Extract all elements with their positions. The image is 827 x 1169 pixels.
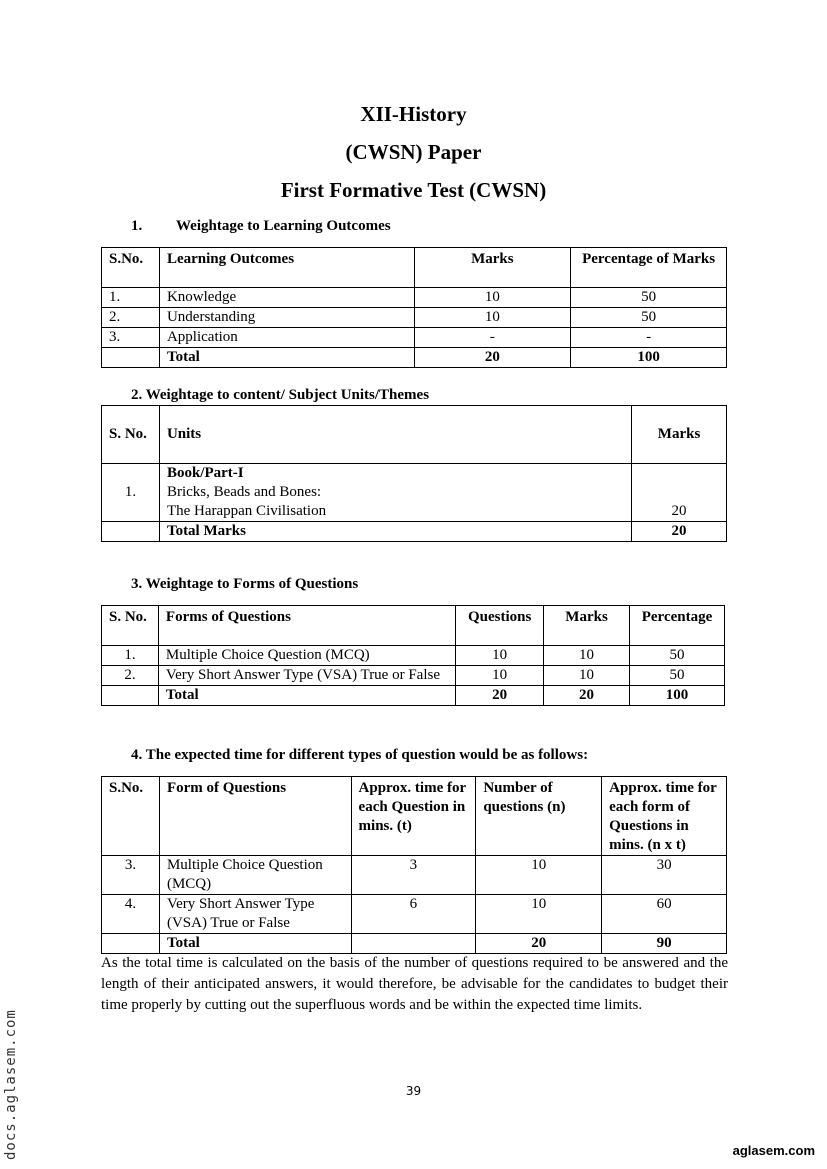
table-cell: Multiple Choice Question (MCQ)	[159, 856, 351, 895]
section4-heading: 4. The expected time for different types of question would be as follows:	[131, 747, 589, 763]
section1-heading: Weightage to Learning Outcomes	[176, 218, 391, 234]
column-header: Marks	[414, 248, 571, 288]
column-header: Learning Outcomes	[159, 248, 414, 288]
test-name: First Formative Test (CWSN)	[280, 178, 547, 202]
footer-watermark: aglasem.com	[732, 1143, 815, 1158]
table-row	[102, 328, 727, 348]
total-row	[102, 522, 727, 542]
table-cell: Multiple Choice Question (MCQ)	[158, 646, 455, 666]
table-cell: 1.	[102, 464, 160, 522]
column-header: S. No.	[102, 406, 160, 464]
unit-line: Bricks, Beads and Bones:	[166, 484, 322, 500]
total-row	[102, 686, 725, 706]
total-cell: 100	[630, 686, 725, 706]
table-cell: 2.	[102, 308, 160, 328]
table-cell: 3	[351, 856, 476, 895]
table-cell: -	[414, 328, 571, 348]
total-cell: 20	[456, 686, 544, 706]
total-cell: 100	[571, 348, 727, 368]
table-cell: 10	[544, 666, 630, 686]
total-cell: 90	[602, 934, 727, 954]
total-label: Total Marks	[159, 522, 631, 542]
table-cell: 1.	[102, 288, 160, 308]
total-row	[102, 934, 727, 954]
unit-cell	[159, 464, 631, 522]
learning-outcomes-table	[101, 247, 727, 368]
unit-line: The Harappan Civilisation	[166, 503, 327, 519]
table-cell: 10	[476, 895, 602, 934]
total-cell	[351, 934, 476, 954]
table-cell: 10	[414, 308, 571, 328]
table-header-row	[102, 248, 727, 288]
table-cell: 6	[351, 895, 476, 934]
table-cell: Understanding	[159, 308, 414, 328]
document-title: XII-History	[360, 102, 467, 126]
table-cell: Application	[159, 328, 414, 348]
table-cell	[102, 522, 160, 542]
table-cell: 10	[456, 666, 544, 686]
table-cell: 1.	[102, 646, 159, 666]
column-header: Units	[159, 406, 631, 464]
table-cell: 10	[544, 646, 630, 666]
side-watermark: docs.aglasem.com	[3, 1009, 19, 1160]
section3-heading: 3. Weightage to Forms of Questions	[131, 576, 359, 592]
table-cell: 3.	[102, 328, 160, 348]
table-cell: Very Short Answer Type (VSA) True or False	[159, 895, 351, 934]
total-cell: 20	[632, 522, 727, 542]
table-cell	[102, 348, 160, 368]
table-cell: 10	[414, 288, 571, 308]
content-weightage-table	[101, 405, 727, 542]
page-number: 39	[405, 1084, 422, 1098]
column-header: Marks	[544, 606, 630, 646]
table-cell: 30	[602, 856, 727, 895]
table-cell: Very Short Answer Type (VSA) True or False	[158, 666, 455, 686]
unit-title: Book/Part-I	[166, 465, 244, 481]
column-header: Number of questions (n)	[476, 777, 602, 856]
table-row	[102, 666, 725, 686]
column-header: Marks	[632, 406, 727, 464]
table-cell: 50	[630, 646, 725, 666]
column-header: S.No.	[102, 777, 160, 856]
column-header: Form of Questions	[159, 777, 351, 856]
section2-heading: 2. Weightage to content/ Subject Units/Themes	[131, 387, 430, 403]
table-cell: 10	[456, 646, 544, 666]
table-row	[102, 308, 727, 328]
table-header-row	[102, 606, 725, 646]
table-cell: 2.	[102, 666, 159, 686]
column-header: Questions	[456, 606, 544, 646]
table-cell: Knowledge	[159, 288, 414, 308]
table-cell: 20	[632, 464, 727, 522]
column-header: Forms of Questions	[158, 606, 455, 646]
column-header: Approx. time for each Question in mins. (t)	[351, 777, 476, 856]
total-row	[102, 348, 727, 368]
table-row	[102, 646, 725, 666]
column-header: Percentage	[630, 606, 725, 646]
column-header: S.No.	[102, 248, 160, 288]
table-cell: 4.	[102, 895, 160, 934]
table-cell: 60	[602, 895, 727, 934]
table-header-row	[102, 777, 727, 856]
table-cell	[102, 686, 159, 706]
table-header-row	[102, 406, 727, 464]
column-header: S. No.	[102, 606, 159, 646]
question-forms-table	[101, 605, 725, 706]
total-label: Total	[158, 686, 455, 706]
column-header: Percentage of Marks	[571, 248, 727, 288]
document-subtitle: (CWSN) Paper	[345, 140, 482, 164]
total-cell: 20	[414, 348, 571, 368]
table-cell: 50	[571, 288, 727, 308]
time-note-paragraph: As the total time is calculated on the basis of the number of questions required to be answered and the length of their anticipated answers, it would therefore, be advisable for the candidates to budget their time properly by cutting out the superfluous words and be within the expected time limits.	[101, 955, 728, 1013]
total-label: Total	[159, 348, 414, 368]
total-label: Total	[159, 934, 351, 954]
total-cell: 20	[544, 686, 630, 706]
table-cell: -	[571, 328, 727, 348]
table-cell: 50	[571, 308, 727, 328]
table-row	[102, 895, 727, 934]
section1-number: 1.	[131, 218, 143, 234]
column-header: Approx. time for each form of Questions in mins. (n x t)	[602, 777, 727, 856]
table-row	[102, 856, 727, 895]
table-row	[102, 464, 727, 522]
table-cell: 3.	[102, 856, 160, 895]
total-cell: 20	[476, 934, 602, 954]
table-cell: 10	[476, 856, 602, 895]
table-row	[102, 288, 727, 308]
expected-time-table	[101, 776, 727, 954]
table-cell: 50	[630, 666, 725, 686]
table-cell	[102, 934, 160, 954]
